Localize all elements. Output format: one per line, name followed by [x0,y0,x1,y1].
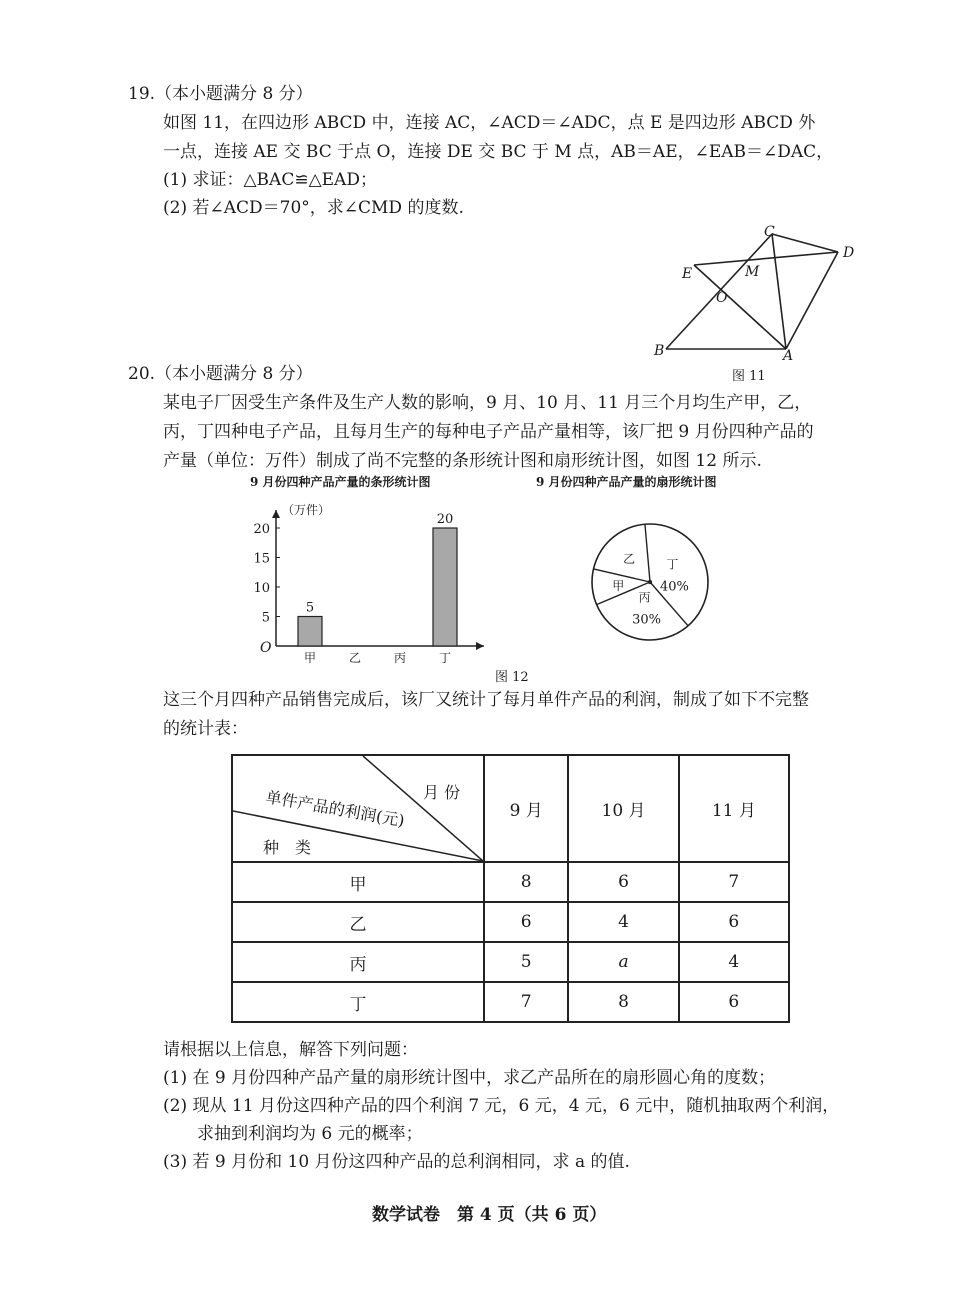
y-tick-label: 15 [253,551,270,567]
y-tick-label: 10 [253,581,270,596]
table-row [232,982,789,1022]
q20-para4: 这三个月四种产品销售完成后，该厂又统计了每月单件产品的利润，制成了如下不完整 [163,690,809,710]
origin-label: O [260,640,272,656]
row-name: 甲 [232,862,484,902]
pie-center [648,580,652,584]
table-header-row [232,755,789,862]
x-tick-label: 乙 [348,651,362,665]
cell: 6 [484,902,568,942]
row-name: 丁 [232,982,484,1022]
label-a: A [783,348,794,364]
x-axis-arrow [476,642,484,650]
segment-ea [694,265,786,349]
segment-cd [772,234,838,252]
figure-12-caption: 图 12 [495,670,529,685]
row-name: 乙 [232,902,484,942]
pie-slice-label: 丙 [638,590,651,605]
label-c: C [764,224,775,240]
label-e: E [682,266,693,282]
q20-intro: 请根据以上信息，解答下列问题： [163,1040,418,1060]
x-tick-label: 丙 [393,651,407,665]
cell: 7 [484,982,568,1022]
q20-q2a: (2) 现从 11 月份这四种产品的四个利润 7 元，6 元，4 元，6 元中，随机抽取两个利润， [163,1096,840,1116]
cell: a [568,942,678,982]
table-diagonal-header [232,755,484,862]
y-axis-arrow [272,510,280,518]
row-name: 丙 [232,942,484,982]
figure-11-caption: 图 11 [732,369,766,384]
q20-para1: 某电子厂因受生产条件及生产人数的影响，9 月、10 月、11 月三个月均生产甲，乙， [163,393,812,413]
pie-chart [520,470,790,660]
q19-heading: 19.（本小题满分 8 分） [128,84,313,104]
q20-q2b: 求抽到利润均为 6 元的概率； [197,1124,423,1144]
header-kind: 种 类 [263,838,312,857]
q19-part2: (2) 若∠ACD＝70°，求∠CMD 的度数. [163,198,464,218]
header-month: 月 份 [423,783,461,802]
q20-para5: 的统计表： [163,719,248,739]
col-header-sep: 9 月 [484,755,568,862]
q19-part1: (1) 求证：△BAC≌△EAD； [163,170,377,190]
cell: 5 [484,942,568,982]
table-row [232,902,789,942]
q20-heading: 20.（本小题满分 8 分） [128,364,313,384]
table-row [232,862,789,902]
bar [433,528,457,646]
q19-line2: 一点，连接 AE 交 BC 于点 O，连接 DE 交 BC 于 M 点，AB＝AE，∠EAB＝∠DAC， [163,142,834,162]
pie-slice-label: 乙 [623,551,636,566]
cell: 8 [484,862,568,902]
bar-value-label: 5 [305,600,315,616]
profit-table [231,754,790,1023]
bar-value-label: 20 [436,512,454,527]
q20-q3: (3) 若 9 月份和 10 月份这四种产品的总利润相同，求 a 的值. [163,1152,630,1172]
bar [298,617,322,647]
pie-slice-label: 丁 [666,557,679,572]
y-tick-label: 5 [261,610,270,626]
q20-para2: 丙，丁四种电子产品，且每月生产的每种电子产品产量相等，该厂把 9 月份四种产品的 [163,422,814,442]
bar-chart [240,470,500,670]
cell: 4 [679,942,789,982]
pie-chart-title: 9 月份四种产品产量的扇形统计图 [536,475,717,489]
q20-para3: 产量（单位：万件）制成了尚不完整的条形统计图和扇形统计图，如图 12 所示. [163,451,762,471]
x-tick-label: 丁 [438,651,452,665]
label-b: B [654,343,665,359]
table-row [232,942,789,982]
x-tick-label: 甲 [303,651,317,665]
pie-slice-value: 30% [632,612,661,628]
pie-slice-value: 40% [659,579,689,595]
label-d: D [843,245,855,261]
bar-chart-title: 9 月份四种产品产量的条形统计图 [250,475,431,489]
cell: 8 [568,982,678,1022]
cell: 6 [679,982,789,1022]
y-tick-label: 20 [253,522,270,537]
col-header-nov: 11 月 [679,755,789,862]
segment-ed [694,252,838,265]
col-header-oct: 10 月 [568,755,678,862]
q19-line1: 如图 11，在四边形 ABCD 中，连接 AC，∠ACD＝∠ADC，点 E 是四边形 ABCD 外 [163,113,816,133]
diagonal-lines [233,756,483,861]
label-m: M [745,264,760,280]
pie-slice-label: 甲 [612,578,625,593]
segment-ac [772,234,786,349]
y-axis-label: （万件） [282,503,331,517]
segment-ad [786,252,838,349]
figure-11 [640,222,870,384]
cell: 6 [679,902,789,942]
page-footer: 数学试卷 第 4 页（共 6 页） [372,1205,607,1225]
cell: 6 [568,862,678,902]
header-profit: 单件产品的利润(元) [264,787,406,831]
cell: 7 [679,862,789,902]
cell: 4 [568,902,678,942]
q20-q1: (1) 在 9 月份四种产品产量的扇形统计图中，求乙产品所在的扇形圆心角的度数； [163,1068,776,1088]
label-o: O [716,290,728,306]
